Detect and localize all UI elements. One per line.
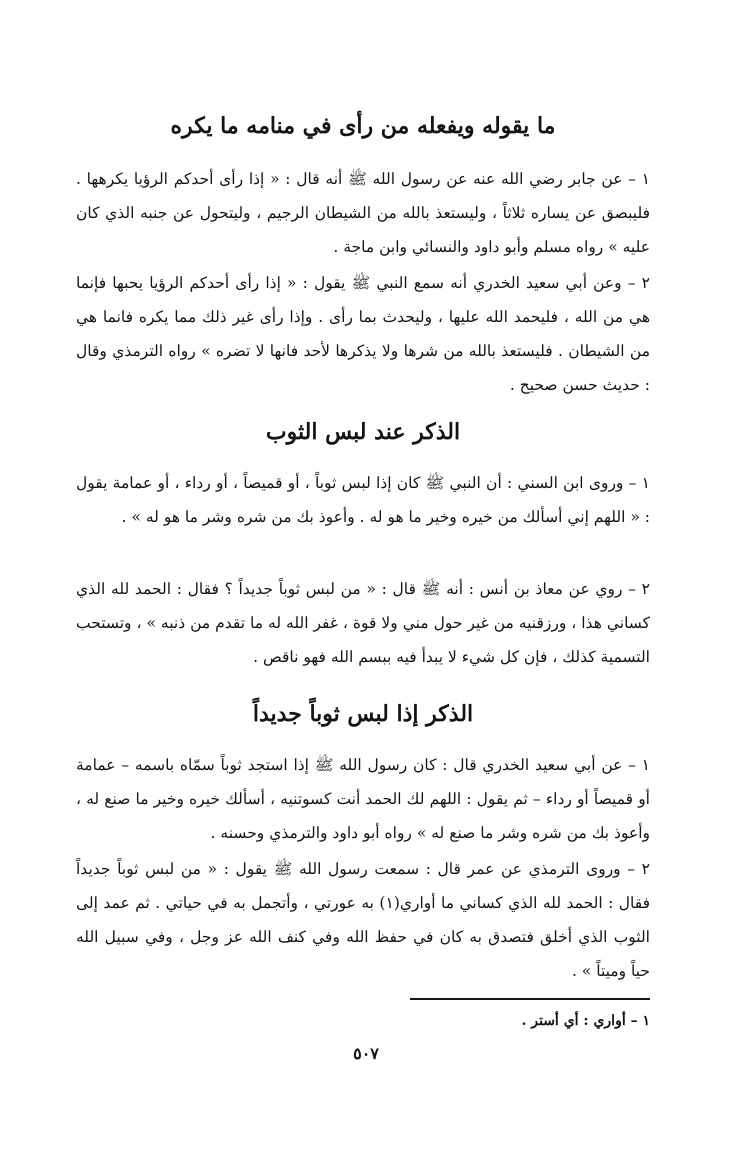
hadith-paragraph: ١ – عن جابر رضي الله عنه عن رسول الله ﷺ أنه قال : « إذا رأى أحدكم الرؤيا يكرهها . فليبصق عن يساره ثلاثاً ، وليستعذ بالله من الشيطان الرجيم ، وليتحول عن جنبه الذي كان عليه » رواه مسلم وأبو داود والنسائي وابن ماجة . — [76, 170, 650, 256]
hadith-paragraph: ٢ – روي عن معاذ بن أنس : أنه ﷺ قال : « من لبس ثوباً جديداً ؟ فقال : الحمد لله الذي كساني هذا ، ورزقنيه من غير حول مني ولا قوة ، غفر الله له ما تقدم من ذنبه » ، وتستحب التسمية كذلك ، فإن كل شيء لا يبدأ فيه ببسم الله فهو ناقص . — [76, 580, 650, 666]
section-title: الذكر إذا لبس ثوباً جديداً — [252, 701, 474, 727]
footnote: ١ – أواري : أي أستر . — [521, 1013, 650, 1029]
section-title: الذكر عند لبس الثوب — [265, 419, 461, 445]
hadith-paragraph: ٢ – وعن أبي سعيد الخدري أنه سمع النبي ﷺ يقول : « إذا رأى أحدكم الرؤيا يحبها فإنما هي من الله ، فليحمد الله عليها ، وليحدث بما رأى . وإذا رأى غير ذلك مما يكره فانما هي من الشيطان . فليستعذ بالله من شرها ولا يذكرها لأحد فانها لا تضره » رواه الترمذي وقال : حديث حسن صحيح . — [76, 274, 650, 394]
hadith-paragraph: ١ – وروى ابن السني : أن النبي ﷺ كان إذا لبس ثوباً ، أو قميصاً ، أو رداء ، أو عمامة يقول : « اللهم إني أسألك من خيره وخير ما هو له . وأعوذ بك من شره وشر ما هو له » . — [76, 474, 650, 526]
footnote-divider — [410, 998, 650, 1000]
section-title: ما يقوله ويفعله من رأى في منامه ما يكره — [170, 113, 556, 139]
page-number: ٥٠٧ — [353, 1044, 379, 1063]
hadith-paragraph: ٢ – وروى الترمذي عن عمر قال : سمعت رسول الله ﷺ يقول : « من لبس ثوباً جديداً فقال : الحمد لله الذي كساني ما أواري(١) به عورتي ، وأتجمل به في حياتي . ثم عمد إلى الثوب الذي أخلق فتصدق به كان في حفظ الله وفي كنف الله عز وجل ، وفي سبيل الله حياً وميتاً » . — [76, 860, 650, 980]
hadith-paragraph: ١ – عن أبي سعيد الخدري قال : كان رسول الله ﷺ إذا استجد ثوباً سمّاه باسمه – عمامة أو قميصاً أو رداء – ثم يقول : اللهم لك الحمد أنت كسوتنيه ، أسألك خيره وخير ما صنع له ، وأعوذ بك من شره وشر ما صنع له » رواه أبو داود والترمذي وحسنه . — [76, 756, 650, 842]
